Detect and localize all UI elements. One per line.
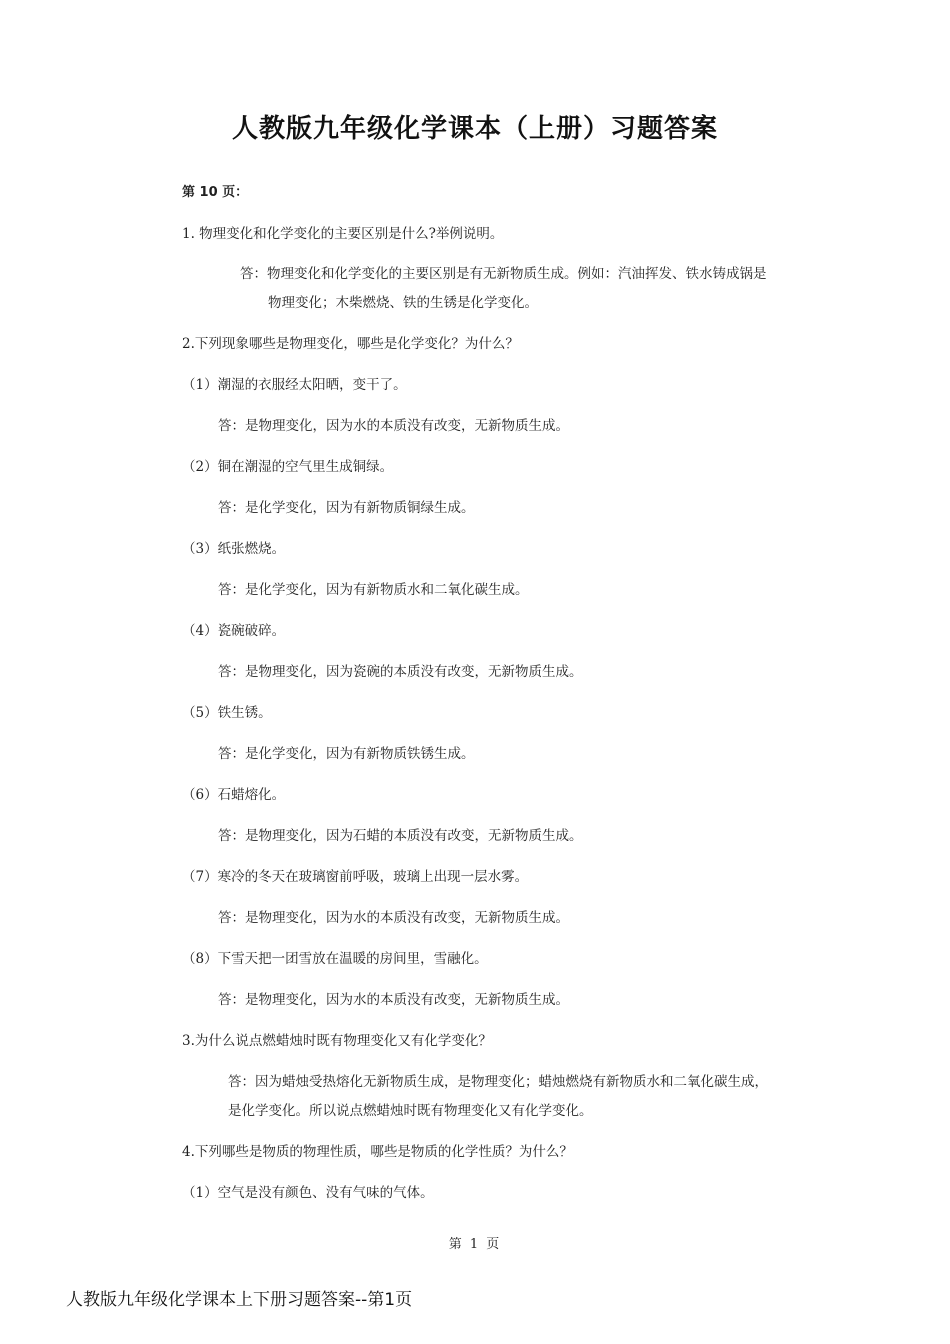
q4-item-1: （1）空气是没有颜色、没有气味的气体。: [182, 1185, 434, 1201]
q2-answer-2: 答：是化学变化，因为有新物质铜绿生成。: [218, 500, 475, 516]
q2-item-2: （2）铜在潮湿的空气里生成铜绿。: [182, 459, 394, 475]
question-2: 2.下列现象哪些是物理变化，哪些是化学变化？为什么？: [182, 336, 519, 352]
page-number: 第 1 页: [448, 1237, 502, 1252]
q2-item-6: （6）石蜡熔化。: [182, 787, 286, 803]
q2-answer-5: 答：是化学变化，因为有新物质铁锈生成。: [218, 746, 475, 762]
answer-3-line-2: 是化学变化。所以说点燃蜡烛时既有物理变化又有化学变化。: [228, 1103, 593, 1119]
q2-item-5: （5）铁生锈。: [182, 705, 272, 721]
section-heading: 第 10 页：: [182, 185, 249, 200]
q2-answer-1: 答：是物理变化，因为水的本质没有改变，无新物质生成。: [218, 418, 569, 434]
answer-1-line-2: 物理变化；木柴燃烧、铁的生锈是化学变化。: [268, 295, 538, 311]
page-title: 人教版九年级化学课本（上册）习题答案: [231, 114, 718, 144]
q2-answer-3: 答：是化学变化，因为有新物质水和二氧化碳生成。: [218, 582, 529, 598]
q2-answer-4: 答：是物理变化，因为瓷碗的本质没有改变，无新物质生成。: [218, 664, 583, 680]
q2-answer-7: 答：是物理变化，因为水的本质没有改变，无新物质生成。: [218, 910, 569, 926]
q2-item-7: （7）寒冷的冬天在玻璃窗前呼吸，玻璃上出现一层水雾。: [182, 869, 529, 885]
footer-caption: 人教版九年级化学课本上下册习题答案--第1页: [66, 1290, 413, 1310]
q2-item-4: （4）瓷碗破碎。: [182, 623, 286, 639]
q2-item-3: （3）纸张燃烧。: [182, 541, 286, 557]
q2-answer-6: 答：是物理变化，因为石蜡的本质没有改变，无新物质生成。: [218, 828, 583, 844]
answer-1-line-1: 答：物理变化和化学变化的主要区别是有无新物质生成。例如：汽油挥发、铁水铸成锅是: [240, 266, 767, 282]
question-1: 1. 物理变化和化学变化的主要区别是什么?举例说明。: [182, 226, 504, 242]
answer-3-line-1: 答：因为蜡烛受热熔化无新物质生成，是物理变化；蜡烛燃烧有新物质水和二氧化碳生成，: [228, 1074, 768, 1090]
question-4: 4.下列哪些是物质的物理性质，哪些是物质的化学性质？为什么？: [182, 1144, 573, 1160]
q2-answer-8: 答：是物理变化，因为水的本质没有改变，无新物质生成。: [218, 992, 569, 1008]
question-3: 3.为什么说点燃蜡烛时既有物理变化又有化学变化？: [182, 1033, 492, 1049]
q2-item-1: （1）潮湿的衣服经太阳晒，变干了。: [182, 377, 407, 393]
q2-item-8: （8）下雪天把一团雪放在温暖的房间里，雪融化。: [182, 951, 488, 967]
